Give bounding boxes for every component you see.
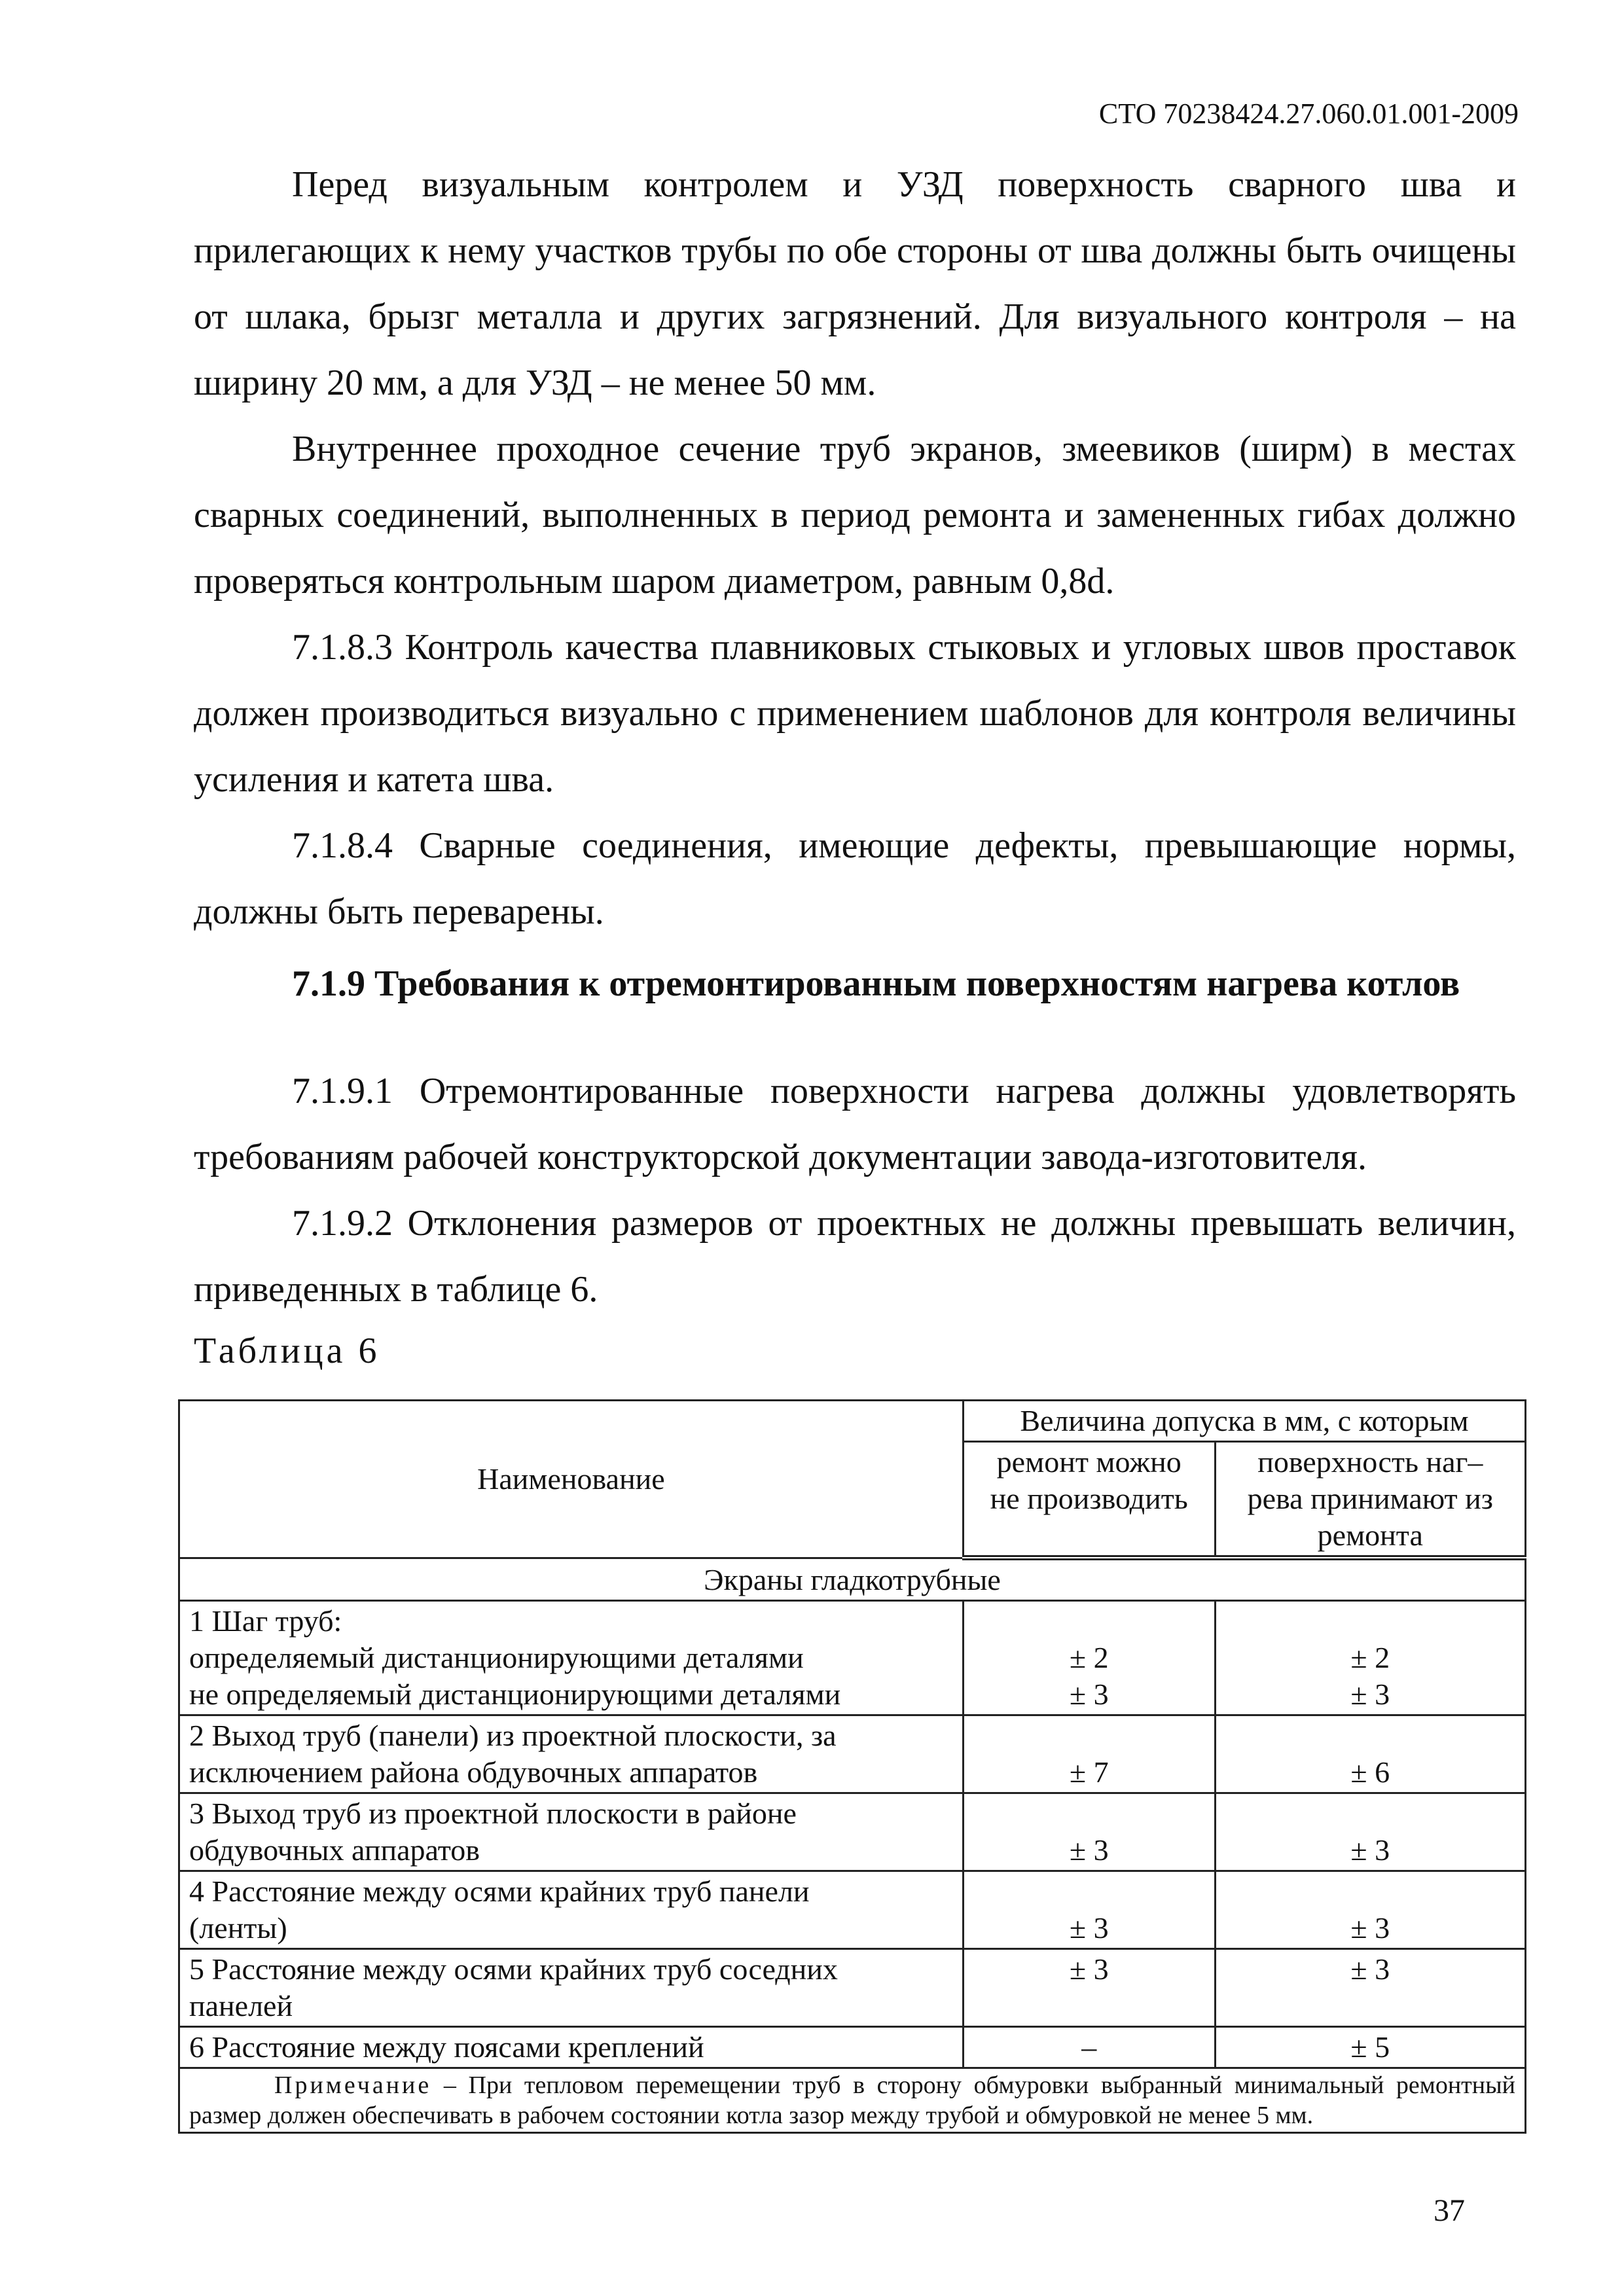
- row-accept-value: ± 3: [1215, 1793, 1525, 1871]
- row-no-repair-value: ± 2 ± 3: [963, 1601, 1215, 1715]
- table-row: [179, 1949, 1526, 2027]
- row-name: 3 Выход труб из проектной плоскости в районе обдувочных аппаратов: [179, 1793, 964, 1871]
- row-name: 6 Расстояние между поясами креплений: [179, 2027, 964, 2068]
- table-header-row: [179, 1401, 1526, 1442]
- paragraph-7-1-8-3: 7.1.8.3 Контроль качества плавниковых стыковых и угловых швов проставок должен производиться визуально с применением шаблонов для контроля величины усиления и катета шва.: [194, 627, 1516, 800]
- section-heading-7-1-9: 7.1.9 Требования к отремонтированным поверхностям нагрева котлов: [292, 963, 1460, 1004]
- row-name: 1 Шаг труб: определяемый дистанционирующими деталями не определяемый дистанционирующими деталями: [179, 1601, 964, 1715]
- row-no-repair-value: ± 7: [963, 1715, 1215, 1793]
- tolerance-table: [178, 1399, 1526, 2134]
- section-title: Экраны гладкотрубные: [179, 1558, 1526, 1601]
- paragraph-7-1-9-2: 7.1.9.2 Отклонения размеров от проектных не должны превышать величин, приведенных в таблице 6.: [194, 1203, 1516, 1310]
- table-row: [179, 1601, 1526, 1715]
- row-no-repair-value: –: [963, 2027, 1215, 2068]
- header-tolerance-group: Величина допуска в мм, с которым: [963, 1401, 1525, 1442]
- paragraph-inner-section-check: Внутреннее проходное сечение труб экранов, змеевиков (ширм) в местах сварных соединений, выполненных в период ремонта и замененных гибах должно проверяться контрольным шаром диаметром, равным 0,8d.: [194, 429, 1516, 601]
- document-code: СТО 70238424.27.060.01.001-2009: [1098, 98, 1519, 130]
- row-accept-value: ± 6: [1215, 1715, 1525, 1793]
- table-row: [179, 1715, 1526, 1793]
- header-accept-from-repair: поверхность наг– рева принимают из ремонта: [1215, 1442, 1525, 1558]
- note-label: Примечание: [274, 2072, 432, 2099]
- table-row: [179, 2027, 1526, 2068]
- table-caption: Таблица 6: [194, 1331, 380, 1371]
- table-note: [179, 2068, 1526, 2133]
- row-name: 4 Расстояние между осями крайних труб панели (ленты): [179, 1871, 964, 1949]
- row-no-repair-value: ± 3: [963, 1793, 1215, 1871]
- header-no-repair: ремонт можно не производить: [963, 1442, 1215, 1558]
- table-row: [179, 1793, 1526, 1871]
- page-number: 37: [1434, 2193, 1465, 2228]
- paragraph-7-1-9-1: 7.1.9.1 Отремонтированные поверхности нагрева должны удовлетворять требованиям рабочей конструкторской документации завода-изготовителя.: [194, 1071, 1516, 1177]
- row-no-repair-value: ± 3: [963, 1871, 1215, 1949]
- row-accept-value: ± 3: [1215, 1871, 1525, 1949]
- row-name: 2 Выход труб (панели) из проектной плоскости, за исключением района обдувочных аппаратов: [179, 1715, 964, 1793]
- row-accept-value: ± 2 ± 3: [1215, 1601, 1525, 1715]
- table-section-row: [179, 1558, 1526, 1601]
- table-note-row: [179, 2068, 1526, 2133]
- row-accept-value: ± 5: [1215, 2027, 1525, 2068]
- table-row: [179, 1871, 1526, 1949]
- note-text: – При тепловом перемещении труб в сторону обмуровки выбранный минимальный ремонтный размер должен обеспечивать в рабочем состоянии котла зазор между трубой и обмуровкой не менее 5 мм.: [189, 2072, 1515, 2129]
- row-no-repair-value: ± 3: [963, 1949, 1215, 2027]
- header-name: Наименование: [179, 1401, 964, 1558]
- row-name: 5 Расстояние между осями крайних труб соседних панелей: [179, 1949, 964, 2027]
- paragraph-surface-cleaning: Перед визуальным контролем и УЗД поверхность сварного шва и прилегающих к нему участков трубы по обе стороны от шва должны быть очищены от шлака, брызг металла и других загрязнений. Для визуального контроля – на ширину 20 мм, а для УЗД – не менее 50 мм.: [194, 164, 1516, 403]
- paragraph-7-1-8-4: 7.1.8.4 Сварные соединения, имеющие дефекты, превышающие нормы, должны быть переварены.: [194, 825, 1516, 932]
- row-accept-value: ± 3: [1215, 1949, 1525, 2027]
